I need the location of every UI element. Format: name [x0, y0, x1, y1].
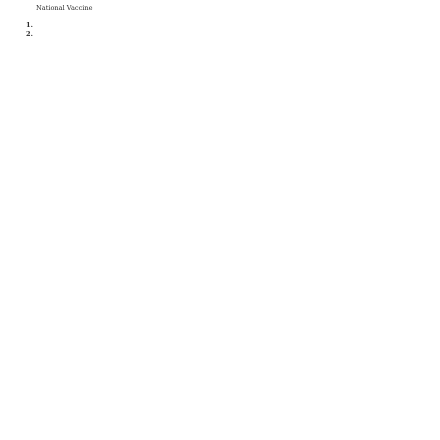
list-item-1	[12, 21, 430, 31]
list-item-2	[12, 30, 430, 40]
vaccine-phrase: National Vaccine	[36, 4, 93, 12]
list-item-number: 2.	[26, 30, 33, 39]
list-item-number: 1.	[26, 20, 33, 29]
intro-paragraph	[12, 4, 430, 14]
spacer	[12, 14, 430, 21]
